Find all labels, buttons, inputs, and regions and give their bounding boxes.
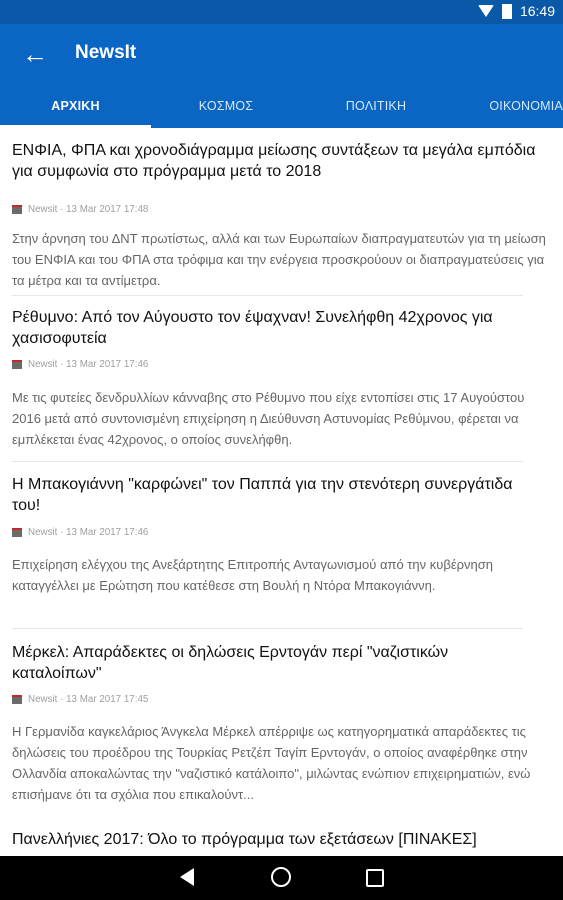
greek-flag-icon: [12, 360, 22, 369]
news-list: [0, 128, 563, 856]
tab-home[interactable]: ΑΡΧΙΚΗ: [51, 99, 100, 113]
article-headline[interactable]: ΕΝΦΙΑ, ΦΠΑ και χρονοδιάγραμμα μείωσης συντάξεων τα μεγάλα εμπόδια για συμφωνία στο πρόγραμμα μετά το 2018: [12, 142, 536, 180]
status-bar: [0, 0, 563, 24]
battery-icon: [502, 4, 512, 19]
article-headline[interactable]: Ρέθυμνο: Από τον Αύγουστο τον έψαχναν! Συνελήφθη 42χρονος για χασισοφυτεία: [12, 309, 493, 347]
article-meta: [12, 694, 148, 705]
article-summary: Με τις φυτείες δενδρυλλίων κάνναβης στο Ρέθυμνο που είχε εντοπίσει στις 17 Αυγούστου 2016 μετά από συντονισμένη επιχείρηση η Διεύθυνση Αστυνομίας Ρεθύμνου, φέρεται να εμπλέκεται ένας 42χρονος, ο οποίος συνελήφθη.: [12, 390, 525, 447]
divider: [12, 628, 523, 629]
status-time: 16:49: [519, 3, 555, 19]
divider: [12, 295, 523, 296]
article-headline[interactable]: Πανελλήνιες 2017: Όλο το πρόγραμμα των εξετάσεων [ΠΙΝΑΚΕΣ]: [12, 831, 477, 848]
app-bar: [0, 24, 563, 128]
article-summary: Η Γερμανίδα καγκελάριος Άνγκελα Μέρκελ απέρριψε ως κατηγορηματικά απαράδεκτες τις δηλώσεις του προέδρου της Τουρκίας Ρετζέπ Ταγίπ Ερντογάν, ο οποίος αναφέρθηκε στην Ολλανδία αποκαλώντας την "ναζιστικό κατάλοιπο", μιλώντας ενώπιον επιχειρηματιών, ενώ επισήμανε ότι τα σχόλια που επικαλούντ...: [12, 724, 531, 802]
article-source-date: Newsit · 13 Mar 2017 17:46: [28, 527, 149, 538]
article-headline[interactable]: Η Μπακογιάννη "καρφώνει" τον Παππά για την στενότερη συνεργάτιδα του!: [12, 476, 513, 514]
article-meta: [12, 204, 148, 215]
article-summary: Στην άρνηση του ΔΝΤ πρωτίστως, αλλά και των Ευρωπαίων διαπραγματευτών για τη μείωση του ΕΝΦΙΑ και του ΦΠΑ στα τρόφιμα και την ενέργεια προσκρούουν οι διαπραγματεύσεις για τα μέτρα και τα αντίμετρα.: [12, 231, 546, 288]
article-source-date: Newsit · 13 Mar 2017 17:46: [28, 359, 149, 370]
tab-economy[interactable]: ΟΙΚΟΝΟΜΙΑ: [489, 99, 563, 113]
article-source-date: Newsit · 13 Mar 2017 17:45: [28, 694, 149, 705]
greek-flag-icon: [12, 528, 22, 537]
greek-flag-icon: [12, 695, 22, 704]
back-icon[interactable]: [180, 868, 194, 886]
home-icon[interactable]: [271, 867, 291, 887]
back-arrow-icon[interactable]: ←: [22, 39, 48, 69]
recent-apps-icon[interactable]: [366, 869, 384, 887]
app-title: NewsIt: [75, 42, 137, 63]
article-summary: Επιχείρηση ελέγχου της Ανεξάρτητης Επιτροπής Ανταγωνισμού από την κυβέρνηση καταγγέλλει με Ερώτηση που κατέθεσε στη Βουλή η Ντόρα Μπακογιάννη.: [12, 557, 494, 593]
divider: [12, 461, 523, 462]
article-meta: [12, 527, 148, 538]
status-icons: [478, 3, 555, 19]
article-headline[interactable]: Μέρκελ: Απαράδεκτες οι δηλώσεις Ερντογάν περί "ναζιστικών καταλοίπων": [12, 644, 449, 682]
navigation-bar: [0, 856, 563, 900]
greek-flag-icon: [12, 205, 22, 214]
tab-world[interactable]: ΚΟΣΜΟΣ: [198, 99, 254, 113]
article-meta: [12, 359, 148, 370]
article-source-date: Newsit · 13 Mar 2017 17:48: [28, 204, 149, 215]
wifi-icon: [478, 5, 494, 17]
tab-politics[interactable]: ΠΟΛΙΤΙΚΗ: [345, 99, 407, 113]
tab-bar: [0, 84, 563, 128]
